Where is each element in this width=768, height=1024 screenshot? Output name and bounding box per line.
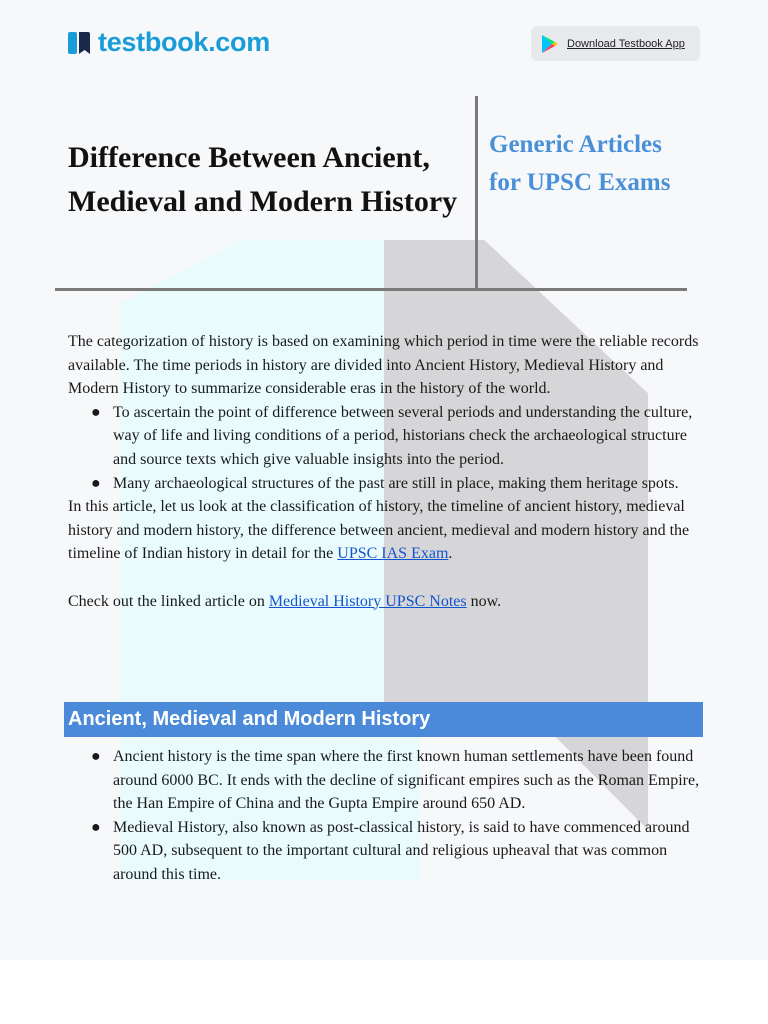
bullet-icon: ● — [91, 748, 101, 765]
title-divider-vertical — [475, 96, 478, 290]
testbook-logo-icon — [66, 28, 92, 58]
bullet-icon: ● — [91, 403, 101, 421]
list-item: ● Ancient history is the time span where the first known human settlements have been found around 6000 BC. It ends with the decline of significant empires such as the Roman Empire, the Han Empire of China and the Gupta Empire around 650 AD. — [113, 745, 708, 816]
upsc-ias-exam-link[interactable]: UPSC IAS Exam — [337, 545, 449, 563]
intro-paragraph: The categorization of history is based on examining which period in time were the reliable records available. The time periods in history are divided into Ancient History, Medieval History and Modern History to summarize considerable eras in the history of the world. — [68, 333, 699, 398]
check-paragraph: Check out the linked article on Medieval History UPSC Notes now. — [68, 592, 502, 610]
logo-text: testbook.com — [98, 27, 270, 57]
paragraph-gap — [68, 566, 708, 590]
page-title: Difference Between Ancient, Medieval and Modern History — [68, 141, 458, 218]
article-intro — [68, 330, 708, 613]
header — [0, 0, 768, 88]
download-app-button[interactable] — [531, 26, 700, 61]
list-item: ● Medieval History, also known as post-classical history, is said to have commenced around 500 AD, subsequent to the important cultural and religious upheaval that was common around this time. — [113, 816, 708, 887]
bullet-icon: ● — [91, 474, 101, 492]
section-heading — [64, 702, 703, 737]
title-divider-horizontal — [55, 288, 687, 291]
section-heading-text: Ancient, Medieval and Modern History — [68, 708, 431, 730]
section-bullet-list — [68, 745, 708, 887]
list-item: ● To ascertain the point of difference between several periods and understanding the culture, way of life and living conditions of a period, historians check the archaeological structure and source texts which give valuable insights into the period. — [113, 401, 708, 472]
intro-bullet-list — [68, 401, 708, 495]
bullet-icon: ● — [91, 818, 101, 836]
side-title: Generic Articles for UPSC Exams — [489, 131, 671, 196]
list-item: ● Many archaeological structures of the past are still in place, making them heritage spots. — [113, 472, 708, 496]
download-app-label: Download Testbook App — [567, 37, 685, 50]
testbook-logo[interactable] — [66, 27, 270, 58]
section-content — [68, 745, 708, 887]
page-bottom-margin — [0, 960, 768, 1024]
article-paragraph: In this article, let us look at the classification of history, the timeline of ancient history, medieval history and modern history, the difference between ancient, medieval and modern history and the timeline of Indian history in detail for the UPSC IAS Exam. — [68, 498, 690, 563]
google-play-icon — [541, 34, 559, 54]
medieval-history-notes-link[interactable]: Medieval History UPSC Notes — [268, 592, 467, 610]
